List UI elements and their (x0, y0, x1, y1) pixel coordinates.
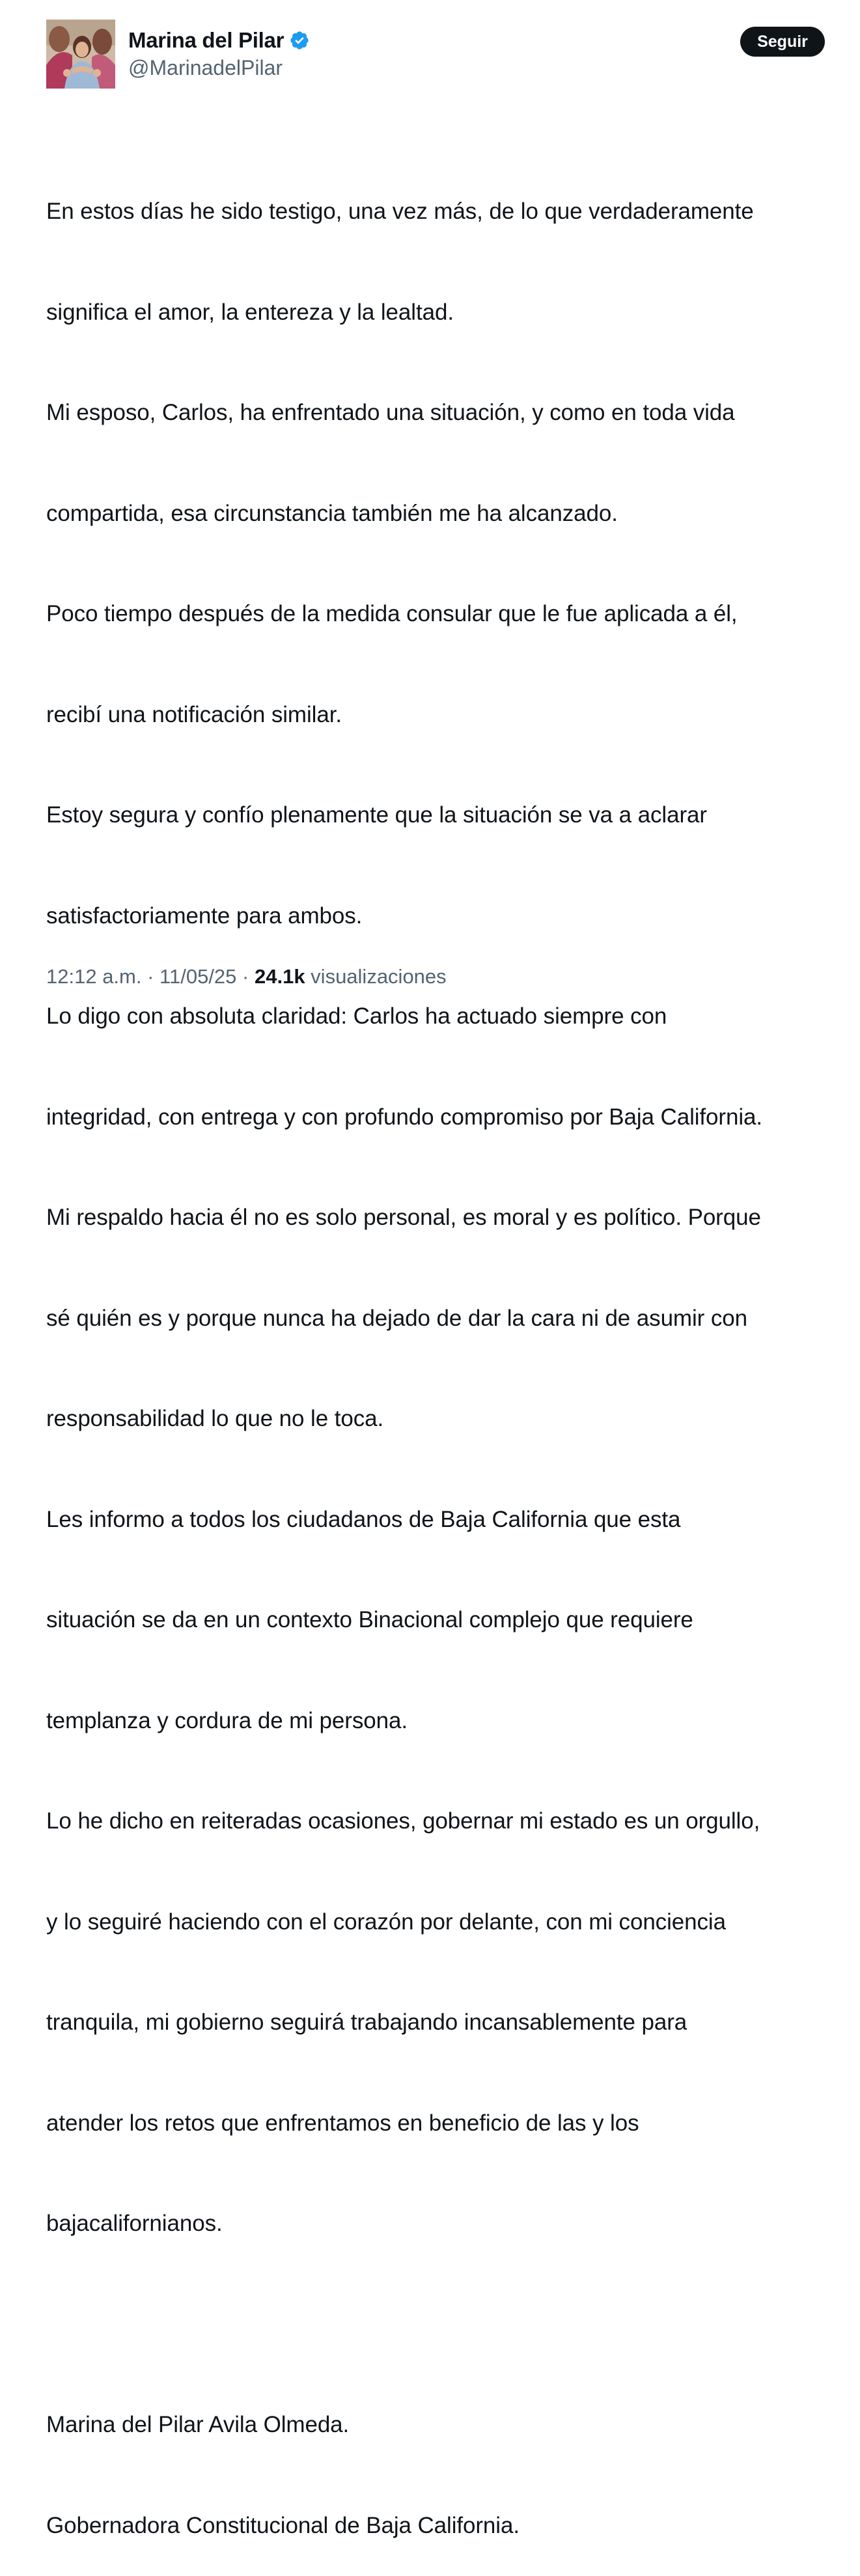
tweet-time[interactable]: 12:12 a.m. (46, 965, 142, 988)
tweet-line: compartida, esa circunstancia también me ha alcanzado. (46, 500, 618, 526)
author-name-row[interactable] (128, 27, 310, 53)
tweet-line: Poco tiempo después de la medida consular que le fue aplicada a él, (46, 601, 738, 626)
tweet-line: integridad, con entrega y con profundo compromiso por Baja California. (46, 1104, 763, 1130)
avatar-photo-icon (46, 20, 115, 89)
tweet-line: Lo digo con absoluta claridad: Carlos ha actuado siempre con (46, 1003, 667, 1029)
tweet-line: Les informo a todos los ciudadanos de Baja California que esta (46, 1506, 681, 1532)
tweet-line: En estos días he sido testigo, una vez más, de lo que verdaderamente (46, 199, 754, 224)
tweet-line: Mi esposo, Carlos, ha enfrentado una situación, y como en toda vida (46, 400, 735, 425)
views-count: 24.1k (254, 965, 305, 988)
tweet-line: atender los retos que enfrentamos en beneficio de las y los (46, 2110, 639, 2136)
avatar[interactable] (46, 20, 115, 89)
author-handle[interactable]: @MarinadelPilar (128, 56, 283, 79)
tweet-line: tranquila, mi gobierno seguirá trabajando incansablemente para (46, 2009, 687, 2035)
tweet-date[interactable]: 11/05/25 (160, 965, 237, 988)
author-display-name[interactable]: Marina del Pilar (128, 28, 284, 52)
tweet-line: significa el amor, la entereza y la lealtad. (46, 299, 454, 325)
tweet-blank-line (46, 2308, 844, 2342)
meta-separator: · (141, 965, 160, 988)
tweet-line: bajacalifornianos. (46, 2211, 223, 2236)
tweet-signature-title: Gobernadora Constitucional de Baja California. (46, 2512, 520, 2538)
verified-badge-icon[interactable] (289, 30, 310, 51)
tweet-signature-name: Marina del Pilar Avila Olmeda. (46, 2412, 350, 2437)
tweet-line: responsabilidad lo que no le toca. (46, 1406, 384, 1431)
tweet-line: Mi respaldo hacia él no es solo personal, es moral y es político. Porque (46, 1205, 761, 1230)
tweet-line: satisfactoriamente para ambos. (46, 903, 363, 929)
tweet-line: Estoy segura y confío plenamente que la situación se va a aclarar (46, 802, 707, 828)
tweet-line: recibí una notificación similar. (46, 701, 342, 727)
tweet-header (46, 20, 826, 89)
tweet-meta (46, 965, 447, 988)
follow-button[interactable]: Seguir (740, 27, 825, 57)
meta-separator: · (236, 965, 255, 988)
tweet-line: situación se da en un contexto Binacional complejo que requiere (46, 1607, 693, 1632)
views-label: visualizaciones (305, 965, 447, 988)
tweet-text (46, 128, 844, 2576)
tweet-line: Lo he dicho en reiteradas ocasiones, gobernar mi estado es un orgullo, (46, 1808, 760, 1834)
tweet-line: templanza y cordura de mi persona. (46, 1707, 408, 1733)
tweet-line: sé quién es y porque nunca ha dejado de dar la cara ni de asumir con (46, 1305, 747, 1331)
tweet-line: y lo seguiré haciendo con el corazón por delante, con mi conciencia (46, 1909, 726, 1935)
